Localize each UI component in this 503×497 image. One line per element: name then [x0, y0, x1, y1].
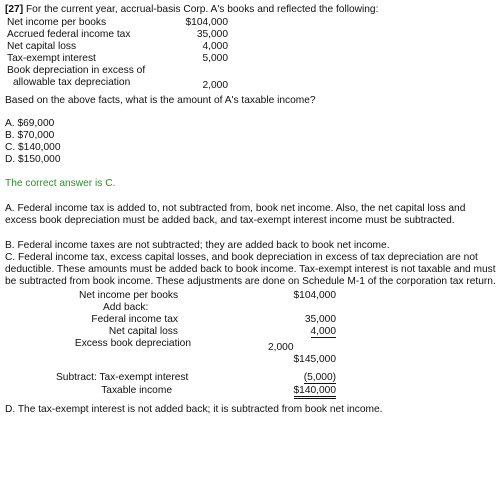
question-prompt: Based on the above facts, what is the amount of A's taxable income? [5, 95, 316, 106]
schedule-subtotal-value: $145,000 [293, 354, 336, 365]
item-value-fed-tax: 35,000 [196, 29, 228, 40]
schedule-excess-dep-value: 2,000 [268, 342, 294, 353]
choice-c: C. $140,000 [5, 142, 61, 153]
choice-a: A. $69,000 [5, 118, 55, 129]
item-label-book-dep: Book depreciation in excess of [7, 65, 146, 76]
correct-answer: The correct answer is C. [5, 178, 116, 189]
schedule-excess-dep-label: Excess book depreciation [74, 338, 191, 349]
item-label-allowable-dep: allowable tax depreciation [13, 77, 131, 88]
schedule-fed-tax-value: 35,000 [304, 314, 336, 325]
item-label-net-income: Net income per books [7, 17, 107, 28]
schedule-subtract-label: Subtract: Tax-exempt interest [56, 372, 189, 383]
explanation-a: A. Federal income tax is added to, not subtracted from, book net income. Also, the net capital loss and excess book depreciation must be added back, and tax-exempt interest income must be subtracted. [5, 203, 466, 226]
schedule-net-income-value: $104,000 [293, 290, 336, 301]
schedule-taxable-value: $140,000 [294, 385, 337, 399]
item-value-net-income: $104,000 [185, 17, 228, 28]
item-value-excess-dep: 2,000 [202, 80, 228, 91]
explanation-d: D. The tax-exempt interest is not added back; it is subtracted from book net income. [5, 404, 383, 415]
item-label-tax-exempt: Tax-exempt interest [7, 53, 96, 64]
item-value-tax-exempt: 5,000 [202, 53, 228, 64]
schedule-fed-tax-label: Federal income tax [91, 314, 178, 325]
explanation-c: C. Federal income tax, excess capital losses, and book depreciation in excess of tax depreciation are not deductible. These amounts must be added back to book income. Tax-exempt interest is not taxable and must be subtracted from book income. These adjustments are done on Schedule M-1 of the corporation tax return. [5, 252, 496, 287]
schedule-net-income-label: Net income per books [79, 290, 179, 301]
choice-b: B. $70,000 [5, 130, 55, 141]
schedule-add-back-label: Add back: [103, 302, 149, 313]
item-label-fed-tax: Accrued federal income tax [7, 29, 131, 40]
question-stem: [27] For the current year, accrual-basis Corp. A's books and reflected the following: [5, 4, 379, 15]
item-value-cap-loss: 4,000 [202, 41, 228, 52]
item-label-cap-loss: Net capital loss [7, 41, 77, 52]
schedule-taxable-label: Taxable income [101, 385, 172, 396]
schedule-cap-loss-value: 4,000 [310, 326, 336, 337]
question-number: [27] [5, 4, 24, 15]
choice-d: D. $150,000 [5, 154, 61, 165]
schedule-subtract-value: (5,000) [303, 372, 336, 383]
explanation-b: B. Federal income taxes are not subtracted; they are added back to book net income. [5, 240, 390, 251]
schedule-cap-loss-label: Net capital loss [108, 326, 178, 337]
